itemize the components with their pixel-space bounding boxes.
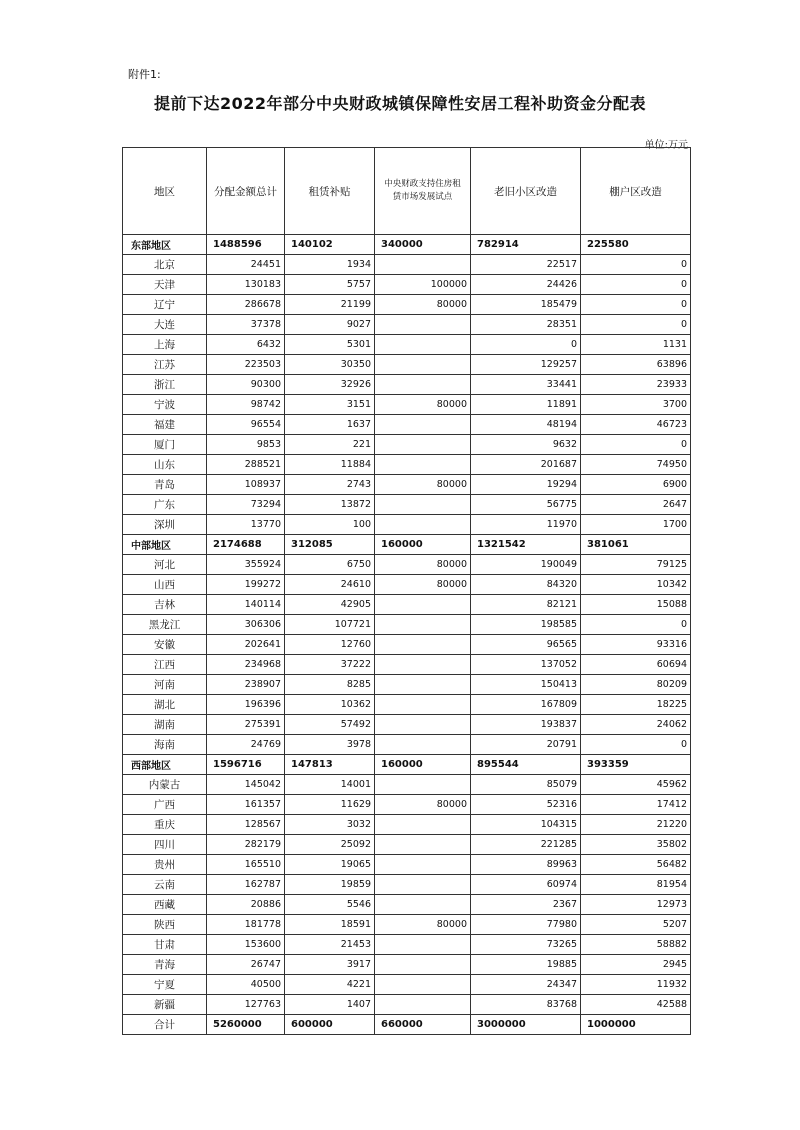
province-name: 大连 xyxy=(123,315,207,335)
amount-cell xyxy=(375,495,471,515)
amount-cell: 1131 xyxy=(581,335,691,355)
amount-cell: 35802 xyxy=(581,835,691,855)
amount-cell xyxy=(375,375,471,395)
province-name: 安徽 xyxy=(123,635,207,655)
province-name: 山东 xyxy=(123,455,207,475)
region-subtotal-cell: 1321542 xyxy=(471,535,581,555)
amount-cell: 12973 xyxy=(581,895,691,915)
province-name: 天津 xyxy=(123,275,207,295)
amount-cell: 84320 xyxy=(471,575,581,595)
province-name: 青岛 xyxy=(123,475,207,495)
amount-cell xyxy=(375,335,471,355)
amount-cell xyxy=(375,895,471,915)
amount-cell: 145042 xyxy=(207,775,285,795)
amount-cell: 24347 xyxy=(471,975,581,995)
amount-cell: 18225 xyxy=(581,695,691,715)
amount-cell: 6750 xyxy=(285,555,375,575)
province-name: 新疆 xyxy=(123,995,207,1015)
attachment-label: 附件1: xyxy=(128,68,161,81)
amount-cell: 30350 xyxy=(285,355,375,375)
amount-cell: 181778 xyxy=(207,915,285,935)
table-body xyxy=(123,235,691,1035)
amount-cell: 100000 xyxy=(375,275,471,295)
amount-cell: 23933 xyxy=(581,375,691,395)
amount-cell: 74950 xyxy=(581,455,691,475)
amount-cell xyxy=(375,935,471,955)
amount-cell: 128567 xyxy=(207,815,285,835)
amount-cell: 0 xyxy=(471,335,581,355)
amount-cell: 185479 xyxy=(471,295,581,315)
amount-cell: 9632 xyxy=(471,435,581,455)
table-row xyxy=(123,515,691,535)
amount-cell: 21453 xyxy=(285,935,375,955)
amount-cell: 11629 xyxy=(285,795,375,815)
header-old-community-renovation: 老旧小区改造 xyxy=(471,148,581,235)
province-name: 甘肃 xyxy=(123,935,207,955)
table-row xyxy=(123,855,691,875)
amount-cell: 0 xyxy=(581,255,691,275)
amount-cell: 3032 xyxy=(285,815,375,835)
grand-total-row xyxy=(123,1015,691,1035)
amount-cell xyxy=(375,415,471,435)
table-row xyxy=(123,595,691,615)
amount-cell: 56775 xyxy=(471,495,581,515)
amount-cell xyxy=(375,315,471,335)
amount-cell: 82121 xyxy=(471,595,581,615)
table-row xyxy=(123,675,691,695)
region-subtotal-cell: 160000 xyxy=(375,755,471,775)
table-row xyxy=(123,435,691,455)
amount-cell: 355924 xyxy=(207,555,285,575)
amount-cell: 0 xyxy=(581,615,691,635)
amount-cell: 1700 xyxy=(581,515,691,535)
amount-cell: 19885 xyxy=(471,955,581,975)
province-name: 青海 xyxy=(123,955,207,975)
amount-cell: 8285 xyxy=(285,675,375,695)
amount-cell: 1637 xyxy=(285,415,375,435)
amount-cell: 5207 xyxy=(581,915,691,935)
amount-cell xyxy=(375,355,471,375)
table-row xyxy=(123,735,691,755)
amount-cell: 26747 xyxy=(207,955,285,975)
province-name: 深圳 xyxy=(123,515,207,535)
region-subtotal-cell: 381061 xyxy=(581,535,691,555)
amount-cell: 48194 xyxy=(471,415,581,435)
amount-cell: 3700 xyxy=(581,395,691,415)
amount-cell: 80000 xyxy=(375,555,471,575)
province-name: 江苏 xyxy=(123,355,207,375)
amount-cell: 15088 xyxy=(581,595,691,615)
amount-cell: 221 xyxy=(285,435,375,455)
table-row xyxy=(123,315,691,335)
grand-total-cell: 1000000 xyxy=(581,1015,691,1035)
amount-cell: 90300 xyxy=(207,375,285,395)
amount-cell: 161357 xyxy=(207,795,285,815)
unit-label: 单位:万元 xyxy=(644,140,688,151)
amount-cell: 32926 xyxy=(285,375,375,395)
amount-cell: 0 xyxy=(581,735,691,755)
table-row xyxy=(123,655,691,675)
amount-cell: 288521 xyxy=(207,455,285,475)
province-name: 厦门 xyxy=(123,435,207,455)
amount-cell: 11884 xyxy=(285,455,375,475)
table-row xyxy=(123,995,691,1015)
amount-cell: 37222 xyxy=(285,655,375,675)
region-subtotal-cell: 340000 xyxy=(375,235,471,255)
table-row xyxy=(123,415,691,435)
amount-cell: 37378 xyxy=(207,315,285,335)
amount-cell: 1407 xyxy=(285,995,375,1015)
header-shantytown-renovation: 棚户区改造 xyxy=(581,148,691,235)
table-row xyxy=(123,635,691,655)
table-row xyxy=(123,955,691,975)
amount-cell: 137052 xyxy=(471,655,581,675)
amount-cell xyxy=(375,435,471,455)
amount-cell: 3978 xyxy=(285,735,375,755)
amount-cell xyxy=(375,715,471,735)
region-name: 西部地区 xyxy=(123,755,207,775)
amount-cell: 150413 xyxy=(471,675,581,695)
region-subtotal-row xyxy=(123,535,691,555)
amount-cell: 24451 xyxy=(207,255,285,275)
table-row xyxy=(123,715,691,735)
amount-cell: 20886 xyxy=(207,895,285,915)
province-name: 辽宁 xyxy=(123,295,207,315)
amount-cell: 63896 xyxy=(581,355,691,375)
amount-cell: 190049 xyxy=(471,555,581,575)
table-row xyxy=(123,275,691,295)
province-name: 广东 xyxy=(123,495,207,515)
amount-cell xyxy=(375,615,471,635)
amount-cell: 96554 xyxy=(207,415,285,435)
province-name: 广西 xyxy=(123,795,207,815)
table-row xyxy=(123,935,691,955)
table-row xyxy=(123,335,691,355)
amount-cell: 19065 xyxy=(285,855,375,875)
amount-cell: 20791 xyxy=(471,735,581,755)
region-subtotal-cell: 140102 xyxy=(285,235,375,255)
amount-cell: 79125 xyxy=(581,555,691,575)
amount-cell: 11891 xyxy=(471,395,581,415)
amount-cell: 2743 xyxy=(285,475,375,495)
region-subtotal-cell: 1488596 xyxy=(207,235,285,255)
amount-cell xyxy=(375,255,471,275)
amount-cell: 221285 xyxy=(471,835,581,855)
amount-cell: 2367 xyxy=(471,895,581,915)
table-header-row xyxy=(123,148,691,235)
amount-cell: 89963 xyxy=(471,855,581,875)
province-name: 四川 xyxy=(123,835,207,855)
amount-cell: 275391 xyxy=(207,715,285,735)
table-row xyxy=(123,495,691,515)
province-name: 浙江 xyxy=(123,375,207,395)
amount-cell: 25092 xyxy=(285,835,375,855)
amount-cell xyxy=(375,815,471,835)
amount-cell: 24769 xyxy=(207,735,285,755)
amount-cell: 10362 xyxy=(285,695,375,715)
amount-cell: 45962 xyxy=(581,775,691,795)
amount-cell: 127763 xyxy=(207,995,285,1015)
amount-cell: 4221 xyxy=(285,975,375,995)
table-row xyxy=(123,835,691,855)
amount-cell: 11932 xyxy=(581,975,691,995)
amount-cell: 13770 xyxy=(207,515,285,535)
region-subtotal-row xyxy=(123,235,691,255)
region-subtotal-cell: 1596716 xyxy=(207,755,285,775)
amount-cell: 60694 xyxy=(581,655,691,675)
amount-cell: 100 xyxy=(285,515,375,535)
amount-cell xyxy=(375,595,471,615)
region-subtotal-cell: 225580 xyxy=(581,235,691,255)
amount-cell: 46723 xyxy=(581,415,691,435)
table-row xyxy=(123,895,691,915)
amount-cell: 9853 xyxy=(207,435,285,455)
header-rent-subsidy: 租赁补贴 xyxy=(285,148,375,235)
amount-cell xyxy=(375,635,471,655)
region-subtotal-cell: 782914 xyxy=(471,235,581,255)
grand-total-cell: 3000000 xyxy=(471,1015,581,1035)
amount-cell: 56482 xyxy=(581,855,691,875)
amount-cell: 80000 xyxy=(375,395,471,415)
amount-cell: 5301 xyxy=(285,335,375,355)
amount-cell: 14001 xyxy=(285,775,375,795)
table-row xyxy=(123,915,691,935)
amount-cell: 73294 xyxy=(207,495,285,515)
amount-cell: 0 xyxy=(581,295,691,315)
amount-cell: 28351 xyxy=(471,315,581,335)
amount-cell: 21199 xyxy=(285,295,375,315)
region-name: 东部地区 xyxy=(123,235,207,255)
province-name: 宁夏 xyxy=(123,975,207,995)
amount-cell: 3917 xyxy=(285,955,375,975)
province-name: 陕西 xyxy=(123,915,207,935)
table-row xyxy=(123,395,691,415)
amount-cell: 24426 xyxy=(471,275,581,295)
table-row xyxy=(123,695,691,715)
amount-cell: 80000 xyxy=(375,795,471,815)
header-rental-market-pilot: 中央财政支持住房租赁市场发展试点 xyxy=(375,148,471,235)
amount-cell: 13872 xyxy=(285,495,375,515)
amount-cell: 33441 xyxy=(471,375,581,395)
table-row xyxy=(123,615,691,635)
amount-cell: 2647 xyxy=(581,495,691,515)
amount-cell xyxy=(375,835,471,855)
amount-cell: 60974 xyxy=(471,875,581,895)
amount-cell: 5757 xyxy=(285,275,375,295)
amount-cell: 11970 xyxy=(471,515,581,535)
table-row xyxy=(123,255,691,275)
amount-cell: 58882 xyxy=(581,935,691,955)
amount-cell xyxy=(375,955,471,975)
table-row xyxy=(123,355,691,375)
amount-cell: 42905 xyxy=(285,595,375,615)
amount-cell: 201687 xyxy=(471,455,581,475)
amount-cell: 129257 xyxy=(471,355,581,375)
amount-cell xyxy=(375,675,471,695)
amount-cell: 19859 xyxy=(285,875,375,895)
header-total-amount: 分配金额总计 xyxy=(207,148,285,235)
region-subtotal-cell: 393359 xyxy=(581,755,691,775)
amount-cell xyxy=(375,855,471,875)
amount-cell: 104315 xyxy=(471,815,581,835)
amount-cell: 42588 xyxy=(581,995,691,1015)
province-name: 山西 xyxy=(123,575,207,595)
amount-cell: 3151 xyxy=(285,395,375,415)
province-name: 云南 xyxy=(123,875,207,895)
amount-cell xyxy=(375,735,471,755)
amount-cell xyxy=(375,775,471,795)
amount-cell xyxy=(375,695,471,715)
amount-cell: 18591 xyxy=(285,915,375,935)
table-row xyxy=(123,815,691,835)
amount-cell: 282179 xyxy=(207,835,285,855)
amount-cell: 80209 xyxy=(581,675,691,695)
amount-cell: 238907 xyxy=(207,675,285,695)
province-name: 海南 xyxy=(123,735,207,755)
table-row xyxy=(123,455,691,475)
province-name: 内蒙古 xyxy=(123,775,207,795)
amount-cell: 286678 xyxy=(207,295,285,315)
table-row xyxy=(123,555,691,575)
amount-cell: 234968 xyxy=(207,655,285,675)
region-name: 中部地区 xyxy=(123,535,207,555)
province-name: 北京 xyxy=(123,255,207,275)
amount-cell: 140114 xyxy=(207,595,285,615)
amount-cell: 198585 xyxy=(471,615,581,635)
province-name: 湖北 xyxy=(123,695,207,715)
province-name: 贵州 xyxy=(123,855,207,875)
header-region: 地区 xyxy=(123,148,207,235)
amount-cell: 12760 xyxy=(285,635,375,655)
province-name: 宁波 xyxy=(123,395,207,415)
amount-cell: 40500 xyxy=(207,975,285,995)
amount-cell: 107721 xyxy=(285,615,375,635)
amount-cell: 193837 xyxy=(471,715,581,735)
amount-cell: 130183 xyxy=(207,275,285,295)
region-subtotal-cell: 312085 xyxy=(285,535,375,555)
amount-cell: 19294 xyxy=(471,475,581,495)
amount-cell: 223503 xyxy=(207,355,285,375)
amount-cell: 98742 xyxy=(207,395,285,415)
amount-cell: 80000 xyxy=(375,295,471,315)
amount-cell xyxy=(375,655,471,675)
province-name: 河北 xyxy=(123,555,207,575)
province-name: 湖南 xyxy=(123,715,207,735)
amount-cell xyxy=(375,995,471,1015)
table-row xyxy=(123,575,691,595)
amount-cell: 165510 xyxy=(207,855,285,875)
amount-cell: 93316 xyxy=(581,635,691,655)
table-row xyxy=(123,975,691,995)
amount-cell: 80000 xyxy=(375,575,471,595)
amount-cell: 167809 xyxy=(471,695,581,715)
amount-cell xyxy=(375,455,471,475)
province-name: 福建 xyxy=(123,415,207,435)
table-row xyxy=(123,375,691,395)
amount-cell: 22517 xyxy=(471,255,581,275)
amount-cell: 0 xyxy=(581,315,691,335)
amount-cell: 2945 xyxy=(581,955,691,975)
page-title: 提前下达2022年部分中央财政城镇保障性安居工程补助资金分配表 xyxy=(153,94,647,113)
amount-cell: 77980 xyxy=(471,915,581,935)
amount-cell: 6432 xyxy=(207,335,285,355)
amount-cell: 306306 xyxy=(207,615,285,635)
amount-cell: 21220 xyxy=(581,815,691,835)
amount-cell: 73265 xyxy=(471,935,581,955)
grand-total-label: 合计 xyxy=(123,1015,207,1035)
amount-cell xyxy=(375,875,471,895)
grand-total-cell: 600000 xyxy=(285,1015,375,1035)
amount-cell: 1934 xyxy=(285,255,375,275)
amount-cell: 162787 xyxy=(207,875,285,895)
amount-cell: 0 xyxy=(581,435,691,455)
grand-total-cell: 5260000 xyxy=(207,1015,285,1035)
amount-cell: 196396 xyxy=(207,695,285,715)
amount-cell: 96565 xyxy=(471,635,581,655)
province-name: 吉林 xyxy=(123,595,207,615)
amount-cell: 199272 xyxy=(207,575,285,595)
grand-total-cell: 660000 xyxy=(375,1015,471,1035)
region-subtotal-cell: 2174688 xyxy=(207,535,285,555)
amount-cell: 81954 xyxy=(581,875,691,895)
amount-cell: 6900 xyxy=(581,475,691,495)
province-name: 黑龙江 xyxy=(123,615,207,635)
table-row xyxy=(123,295,691,315)
table-row xyxy=(123,875,691,895)
allocation-table xyxy=(122,147,691,1035)
region-subtotal-cell: 160000 xyxy=(375,535,471,555)
province-name: 西藏 xyxy=(123,895,207,915)
region-subtotal-row xyxy=(123,755,691,775)
region-subtotal-cell: 895544 xyxy=(471,755,581,775)
table-row xyxy=(123,775,691,795)
amount-cell: 108937 xyxy=(207,475,285,495)
amount-cell: 9027 xyxy=(285,315,375,335)
amount-cell: 80000 xyxy=(375,475,471,495)
amount-cell: 83768 xyxy=(471,995,581,1015)
amount-cell xyxy=(375,975,471,995)
table-row xyxy=(123,475,691,495)
amount-cell: 10342 xyxy=(581,575,691,595)
amount-cell: 80000 xyxy=(375,915,471,935)
province-name: 江西 xyxy=(123,655,207,675)
province-name: 重庆 xyxy=(123,815,207,835)
region-subtotal-cell: 147813 xyxy=(285,755,375,775)
amount-cell: 0 xyxy=(581,275,691,295)
amount-cell: 24610 xyxy=(285,575,375,595)
amount-cell: 24062 xyxy=(581,715,691,735)
amount-cell: 202641 xyxy=(207,635,285,655)
amount-cell: 57492 xyxy=(285,715,375,735)
table-row xyxy=(123,795,691,815)
amount-cell: 17412 xyxy=(581,795,691,815)
province-name: 上海 xyxy=(123,335,207,355)
amount-cell xyxy=(375,515,471,535)
amount-cell: 153600 xyxy=(207,935,285,955)
province-name: 河南 xyxy=(123,675,207,695)
amount-cell: 85079 xyxy=(471,775,581,795)
amount-cell: 5546 xyxy=(285,895,375,915)
amount-cell: 52316 xyxy=(471,795,581,815)
